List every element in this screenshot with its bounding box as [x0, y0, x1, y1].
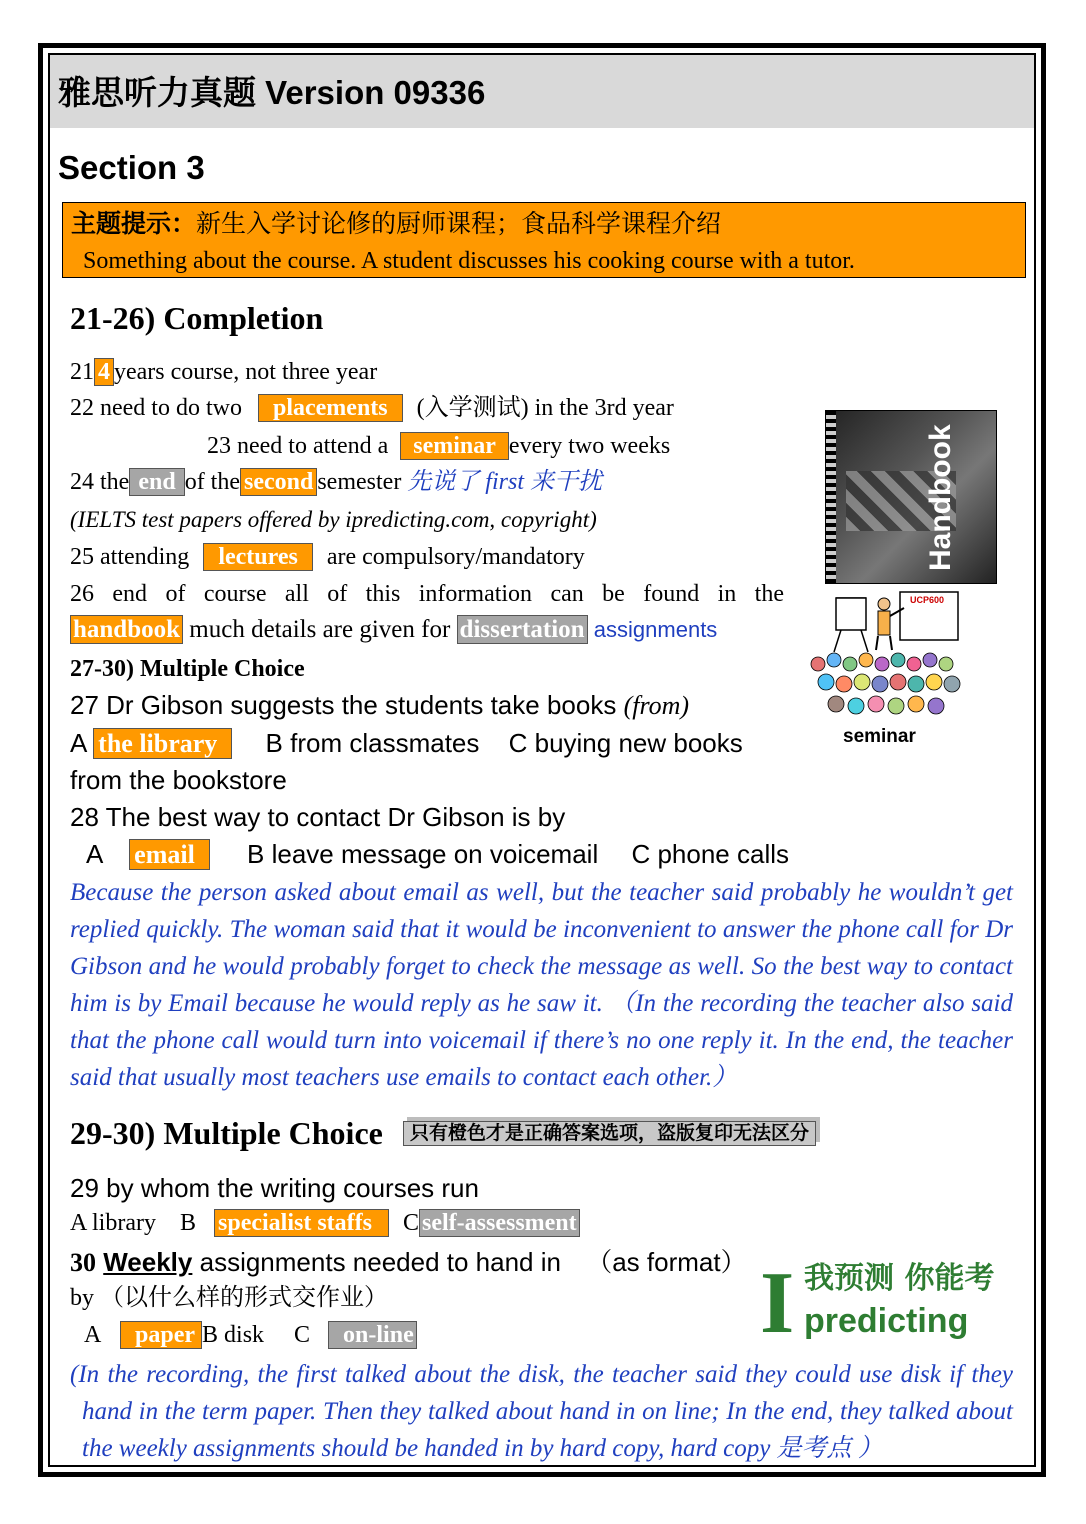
q30-options: A paper B disk C on-line — [84, 1323, 417, 1347]
q30-stem: 30 Weekly assignments needed to hand in （as format） — [70, 1247, 747, 1277]
q24-line: 24 the end of the second semester 先说了 first 来干扰 — [70, 469, 602, 495]
q29-answer: specialist staffs — [214, 1209, 389, 1237]
answer-note: 只有橙色才是正确答案选项，盗版复印无法区分 — [403, 1121, 816, 1146]
q30-explanation: (In the recording, the first talked about the disk, the teacher said they could use disk if they hand in the term paper. Then they talked about hand in on line; In the end, they talked about the weekly assignments should be handed in by hard copy, hard copy 是考点 ） — [70, 1361, 1013, 1462]
mc2-heading: 29-30) Multiple Choice — [70, 1115, 383, 1151]
q24-note: 先说了 first 来干扰 — [407, 469, 602, 495]
q30-by: by （以什么样的形式交作业） — [70, 1285, 388, 1311]
handbook-image — [825, 410, 997, 584]
q26-line2: handbook much details are given for dissertation assignments — [70, 617, 717, 642]
q30-answer: paper — [120, 1321, 202, 1349]
q27-options: A the library B from classmates C buying new books — [70, 728, 743, 758]
q27-option-c-cont: from the bookstore — [70, 765, 287, 795]
board-label: UCP600 — [910, 595, 945, 605]
q30-gray: on-line — [328, 1321, 417, 1349]
seminar-caption: seminar — [843, 726, 916, 747]
section-heading: Section 3 — [58, 149, 205, 186]
q28-stem: 28 The best way to contact Dr Gibson is by — [70, 802, 566, 832]
seminar-illustration — [806, 590, 964, 720]
q25-answer: lectures — [203, 543, 313, 571]
copyright-line: (IELTS test papers offered by ipredicting.com, copyright) — [70, 507, 597, 532]
q27-answer: the library — [93, 728, 232, 759]
seminar-drawing — [806, 590, 964, 720]
q29-options: A library B specialist staffs C self-assessment — [70, 1211, 580, 1235]
logo-chinese: 我预测 你能考 — [804, 1261, 995, 1296]
mc1-heading: 27-30) Multiple Choice — [70, 656, 305, 682]
q26-answer: handbook — [70, 615, 183, 644]
topic-en: Something about the course. A student discusses his cooking course with a tutor. — [83, 248, 855, 274]
q22-answer: placements — [258, 394, 403, 422]
q26-line1: 26 end of course all of this information can be found in the — [70, 581, 784, 607]
q24-answer: second — [240, 468, 317, 496]
topic-box — [62, 202, 1026, 278]
q22-line: 22 need to do two placements (入学测试) in the 3rd year — [70, 395, 674, 421]
handbook-cover-text: Handbook — [924, 424, 957, 571]
q28-options: A email B leave message on voicemail C phone calls — [86, 839, 790, 869]
q23-answer: seminar — [400, 432, 509, 460]
topic-cn: 新生入学讨论修的厨师课程；食品科学课程介绍 — [196, 211, 722, 238]
q21-line: 21 4 years course, not three year — [70, 359, 378, 385]
page-title: 雅思听力真题 Version 09336 — [58, 74, 486, 111]
q21-answer: 4 — [94, 358, 114, 386]
q23-line: 23 need to attend a seminar every two weeks — [207, 433, 671, 459]
q29-gray: self-assessment — [419, 1209, 580, 1237]
ipredicting-logo — [760, 1255, 1010, 1352]
topic-label: 主题提示： — [71, 209, 197, 238]
q28-answer: email — [129, 839, 210, 870]
logo-wordmark: predicting — [804, 1302, 969, 1340]
q29-stem: 29 by whom the writing courses run — [70, 1173, 479, 1203]
q27-stem: 27 Dr Gibson suggests the students take books (from) — [70, 690, 690, 720]
spiral-binding — [826, 411, 836, 583]
q26-gray: dissertation — [457, 615, 588, 644]
completion-heading: 21-26) Completion — [70, 300, 324, 336]
logo-initial: I — [760, 1255, 795, 1352]
q24-gray: end — [129, 468, 184, 496]
q28-explanation: Because the person asked about email as well, but the teacher said probably he wouldn’t get replied quickly. The woman said that it would be inconvenient to answer the phone call for Dr Gibson and he would probably forget to check the message as well. So the best way to contact him is by Email because he would reply as he saw it. （In the recording the teacher also said that the phone call would turn into voicemail if there’s no one reply it. In the end, the teacher said that usually most teachers use emails to contact each other.） — [70, 879, 1013, 1091]
q25-line: 25 attending lectures are compulsory/mandatory — [70, 544, 585, 570]
